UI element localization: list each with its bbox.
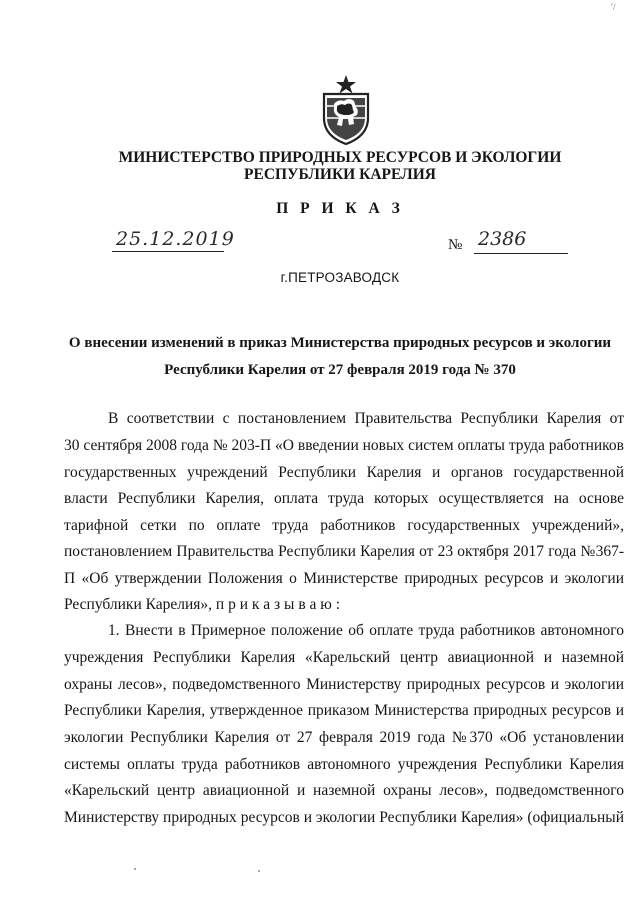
body-line: П «Об утверждении Положения о Министерстве природных ресурсов и экологии [64, 570, 624, 587]
number-sign: № [448, 237, 463, 253]
body-line: «Карельский центр авиационной и наземной охраны лесов», подведомственного [64, 782, 624, 799]
order-number: 2386 [478, 228, 527, 250]
coat-of-arms-icon [318, 74, 374, 146]
body-line: Республики Карелия, утвержденное приказом Министерства природных ресурсов и [64, 702, 624, 719]
body-line: 1. Внести в Примерное положение об оплате труда работников автономного [108, 622, 624, 639]
subject-line1: О внесении изменений в приказ Министерства природных ресурсов и экологии [68, 335, 612, 351]
body-line: тарифной сетки по оплате труда работников государственных учреждений», [64, 517, 624, 534]
ministry-name-line1: МИНИСТЕРСТВО ПРИРОДНЫХ РЕСУРСОВ И ЭКОЛОГИИ [118, 149, 562, 166]
body-line: системы оплаты труда работников автономного учреждения Республики Карелия [64, 756, 624, 773]
scan-speck [258, 870, 260, 872]
scan-speck [134, 868, 136, 870]
body-line: постановлением Правительства Республики Карелия от 23 октября 2017 года №367- [64, 543, 624, 560]
order-title: П Р И К А З [276, 200, 404, 217]
body-line: охраны лесов», подведомственного Министерству природных ресурсов и экологии [64, 676, 624, 693]
number-underline [474, 253, 568, 254]
body-line: учреждения Республики Карелия «Карельский центр авиационной и наземной [64, 649, 624, 666]
body-line: власти Республики Карелия, оплата труда которых осуществляется на основе [64, 490, 624, 507]
body-line: 30 сентября 2008 года № 203-П «О введении новых систем оплаты труда работников [64, 437, 624, 454]
ministry-name-line2: РЕСПУБЛИКИ КАРЕЛИЯ [244, 166, 436, 183]
body-line: экологии Республики Карелия от 27 февраля 2019 года №370 «Об установлении [64, 729, 624, 746]
subject-line2: Республики Карелия от 27 февраля 2019 года № 370 [164, 362, 516, 378]
city: г.ПЕТРОЗАВОДСК [280, 270, 400, 285]
order-date: 25.12.2019 [116, 228, 235, 250]
body-line: Республики Карелия», п р и к а з ы в а ю : [64, 596, 341, 613]
body-line: Министерству природных ресурсов и экологии Республики Карелия» (официальный [64, 809, 624, 826]
body-line: государственных учреждений Республики Карелия и органов государственной [64, 464, 624, 481]
corner-mark: ′/ [611, 2, 616, 12]
body-line: В соответствии с постановлением Правительства Республики Карелия от [108, 410, 624, 427]
date-underline [112, 251, 224, 252]
